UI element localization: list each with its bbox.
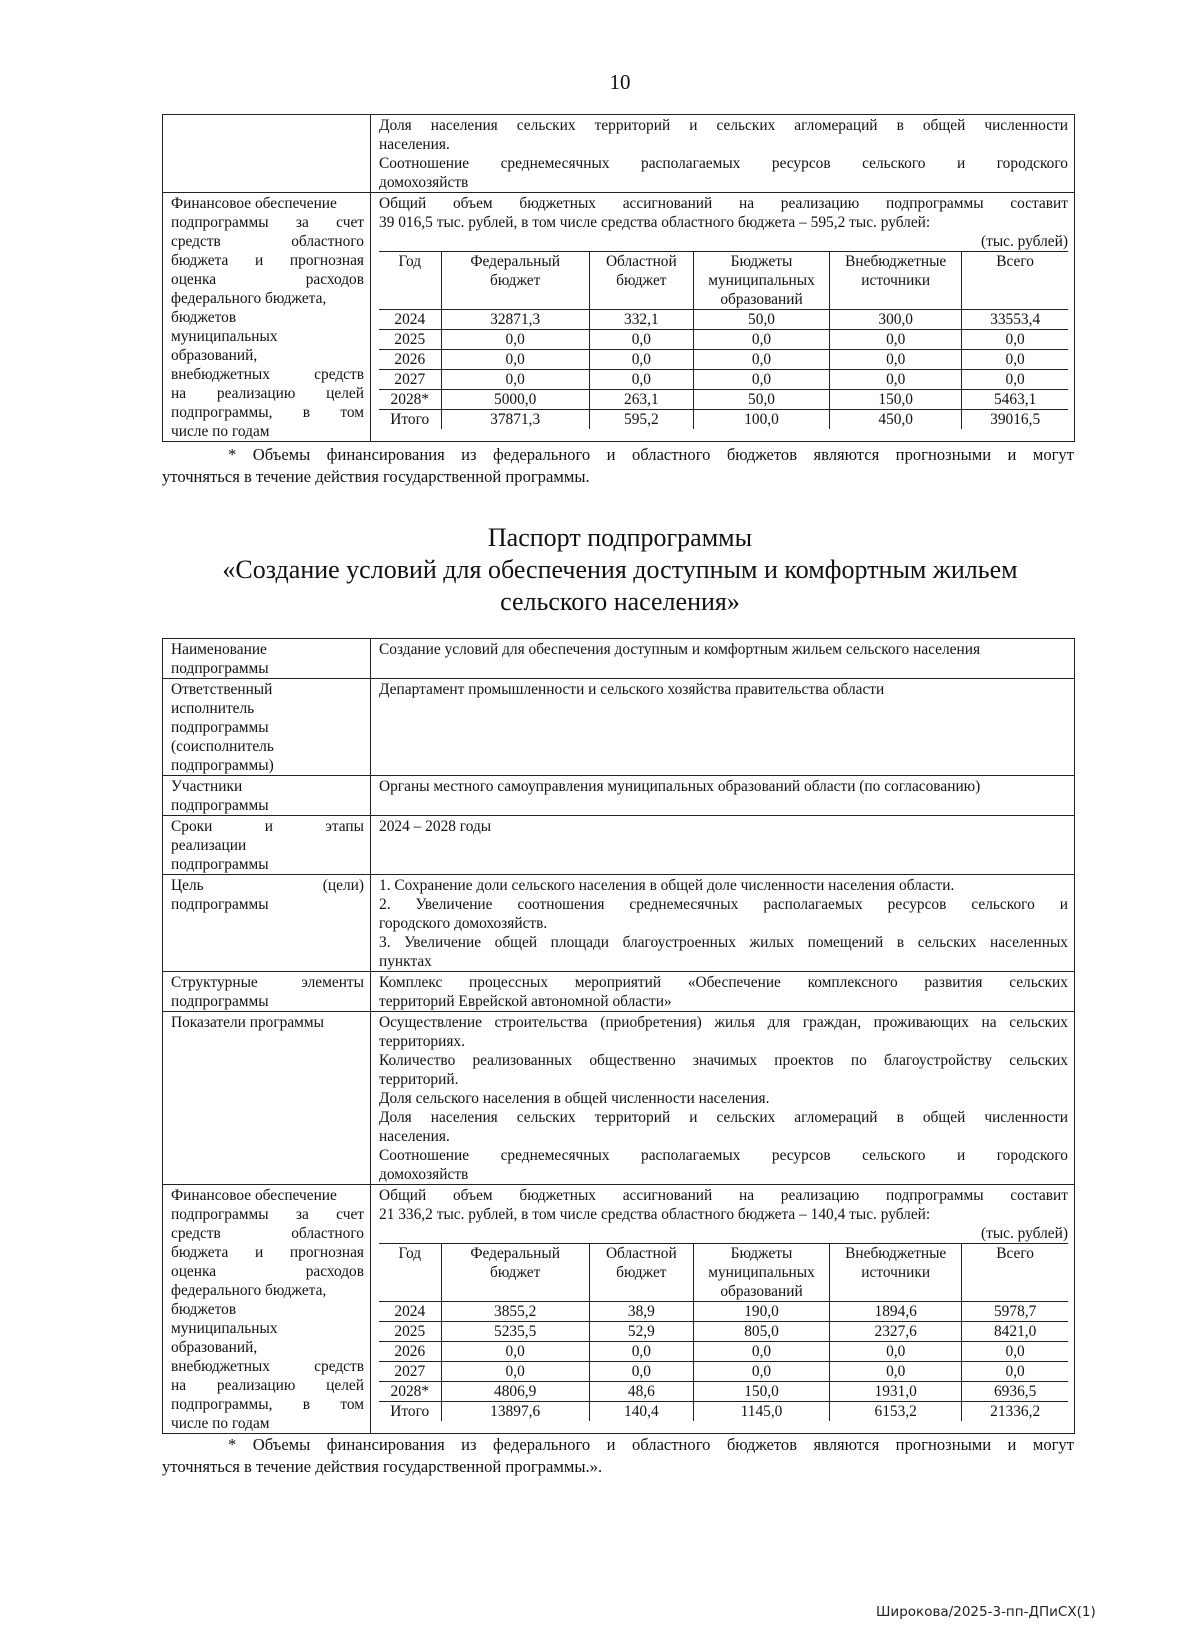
text-line: Финансовое обеспечение — [171, 1187, 337, 1204]
finance-cell: 5235,5 — [441, 1322, 589, 1342]
finance-header-cell: Всего — [962, 1244, 1068, 1302]
title-line: «Создание условий для обеспечения доступным и комфортным жильем — [222, 555, 1018, 584]
finance-row — [379, 1382, 1068, 1402]
finance-header-cell: Бюджеты муниципальных образований — [693, 1244, 829, 1302]
finance-cell: 150,0 — [693, 1382, 829, 1402]
text-line: подпрограммы — [171, 797, 269, 814]
finance-table — [379, 1243, 1068, 1421]
finance-cell: 0,0 — [693, 350, 829, 370]
finance-cell: 5978,7 — [962, 1302, 1068, 1322]
finance-header-cell: Внебюджетные источники — [830, 1244, 962, 1302]
text-line: подпрограммы) — [171, 757, 274, 774]
footnote-line: * Объемы финансирования из федерального и областного бюджетов являются прогнозными и могут — [228, 445, 1074, 464]
finance-cell: 0,0 — [589, 370, 693, 390]
finance-cell: 1145,0 — [693, 1402, 829, 1422]
text-line: пунктах — [379, 953, 432, 970]
finance-cell: 0,0 — [441, 370, 589, 390]
finance-cell: 0,0 — [830, 350, 962, 370]
finance-cell: 32871,3 — [441, 310, 589, 330]
text-line: 3. Увеличение общей площади благоустроенных жилых помещений в сельских населенных — [379, 934, 1068, 951]
finance-cell: 33553,4 — [962, 310, 1068, 330]
text-line: домохозяйств — [379, 174, 469, 191]
participants-label-cell — [163, 776, 371, 816]
text-line: на реализацию целей — [171, 1377, 364, 1394]
text-line: федерального бюджета, — [171, 290, 327, 307]
empty-label-cell — [163, 115, 371, 193]
finance-value-cell — [371, 193, 1075, 442]
text-line: числе по годам — [171, 1415, 270, 1432]
text-line: Доля сельского населения в общей численности населения. — [379, 1090, 770, 1107]
passport-table — [162, 638, 1075, 1434]
finance-cell: 6153,2 — [830, 1402, 962, 1422]
text-line: Участники — [171, 778, 243, 795]
unit-label: (тыс. рублей) — [980, 1225, 1068, 1242]
finance-cell: 2327,6 — [830, 1322, 962, 1342]
finance-cell: 332,1 — [589, 310, 693, 330]
finance-cell: 50,0 — [693, 310, 829, 330]
text-line: Сроки и этапы — [171, 818, 364, 835]
text-line: оценка расходов — [171, 271, 364, 288]
finance-header-row — [379, 252, 1068, 310]
finance-cell: 263,1 — [589, 390, 693, 410]
finance-header-cell: Областной бюджет — [589, 1244, 693, 1302]
text-line: на реализацию целей — [171, 385, 364, 402]
text-line: внебюджетных средств — [171, 366, 364, 383]
text-line: Количество реализованных общественно значимых проектов по благоустройству сельских — [379, 1052, 1068, 1069]
page-number: 10 — [609, 70, 631, 94]
finance-cell: 0,0 — [693, 330, 829, 350]
finance-cell: 0,0 — [693, 1362, 829, 1382]
finance-cell: 0,0 — [693, 370, 829, 390]
text-line: подпрограммы — [171, 896, 269, 913]
finance-cell: 595,2 — [589, 410, 693, 430]
finance-cell: 2027 — [379, 1362, 441, 1382]
text-line: Структурные элементы — [171, 974, 364, 991]
text-line: Соотношение среднемесячных располагаемых ресурсов сельского и городского — [379, 155, 1068, 172]
text-line: бюджета и прогнозная — [171, 1244, 364, 1261]
footnote-line: * Объемы финансирования из федерального и областного бюджетов являются прогнозными и могут — [228, 1435, 1074, 1454]
text-line: федерального бюджета, — [171, 1282, 327, 1299]
finance-cell: 0,0 — [589, 350, 693, 370]
finance-cell: 39016,5 — [962, 410, 1068, 430]
text-line: подпрограммы за счет — [171, 1206, 364, 1223]
section-title — [160, 522, 1080, 618]
text-line: подпрограммы — [171, 856, 269, 873]
finance-header-cell: Внебюджетные источники — [830, 252, 962, 310]
finance-cell: 48,6 — [589, 1382, 693, 1402]
document-footer: Широкова/2025-3-пп-ДПиСХ(1) — [876, 1604, 1096, 1620]
finance-cell: 300,0 — [830, 310, 962, 330]
text-line: Общий объем бюджетных ассигнований на реализацию подпрограммы составит — [379, 1187, 1068, 1204]
text-line: подпрограммы за счет — [171, 214, 364, 231]
finance-cell: 0,0 — [441, 330, 589, 350]
finance-cell: 2024 — [379, 1302, 441, 1322]
terms-label-cell — [163, 816, 371, 875]
finance-cell: 0,0 — [962, 1342, 1068, 1362]
text-line: бюджетов — [171, 309, 237, 326]
finance-cell: 38,9 — [589, 1302, 693, 1322]
finance-cell: 0,0 — [830, 1342, 962, 1362]
finance-header-cell: Всего — [962, 252, 1068, 310]
participants-value-cell: Органы местного самоуправления муниципальных образований области (по согласованию) — [371, 776, 1075, 816]
text-line: бюджета и прогнозная — [171, 252, 364, 269]
finance-cell: 0,0 — [830, 1362, 962, 1382]
finance-cell: 8421,0 — [962, 1322, 1068, 1342]
text-line: Общий объем бюджетных ассигнований на реализацию подпрограммы составит — [379, 195, 1068, 212]
text-line: Ответственный — [171, 681, 273, 698]
text-line: 1. Сохранение доли сельского населения в общей доле численности населения области. — [379, 877, 955, 894]
finance-cell: 6936,5 — [962, 1382, 1068, 1402]
finance-cell: 2025 — [379, 330, 441, 350]
finance-header-cell: Бюджеты муниципальных образований — [693, 252, 829, 310]
finance-cell: 3855,2 — [441, 1302, 589, 1322]
top-passport-table — [162, 114, 1075, 442]
finance-header-cell: Год — [379, 252, 441, 310]
finance-cell: 1894,6 — [830, 1302, 962, 1322]
text-line: территориях. — [379, 1033, 465, 1050]
finance-row — [379, 1362, 1068, 1382]
finance-value-cell — [371, 1185, 1075, 1434]
text-line: домохозяйств — [379, 1166, 469, 1183]
text-line: Доля населения сельских территорий и сельских агломераций в общей численности — [379, 1109, 1068, 1126]
finance-cell: 0,0 — [962, 330, 1068, 350]
finance-row — [379, 390, 1068, 410]
finance-cell: 2025 — [379, 1322, 441, 1342]
finance-header-cell: Год — [379, 1244, 441, 1302]
finance-row — [379, 330, 1068, 350]
text-line: исполнитель — [171, 700, 255, 717]
struct-value-cell — [371, 972, 1075, 1012]
finance-cell: 37871,3 — [441, 410, 589, 430]
finance-cell: 0,0 — [962, 1362, 1068, 1382]
text-line: Осуществление строительства (приобретения) жилья для граждан, проживающих на сельских — [379, 1014, 1068, 1031]
finance-row — [379, 1402, 1068, 1422]
text-line: средств областного — [171, 233, 364, 250]
finance-label-cell — [163, 1185, 371, 1434]
terms-value-cell: 2024 – 2028 годы — [371, 816, 1075, 875]
finance-cell: 0,0 — [693, 1342, 829, 1362]
footnote-line: уточняться в течение действия государственной программы.». — [162, 1457, 603, 1476]
footnote-line: уточняться в течение действия государственной программы. — [162, 467, 590, 486]
finance-cell: 0,0 — [441, 350, 589, 370]
indicators-label-cell: Показатели программы — [163, 1012, 371, 1185]
finance-label-cell — [163, 193, 371, 442]
text-line: числе по годам — [171, 423, 270, 440]
title-line: Паспорт подпрограммы — [487, 523, 753, 552]
finance-row — [379, 350, 1068, 370]
name-value-cell: Создание условий для обеспечения доступным и комфортным жильем сельского населения — [371, 639, 1075, 679]
text-line: внебюджетных средств — [171, 1358, 364, 1375]
footnote — [162, 444, 1074, 488]
finance-cell: 5000,0 — [441, 390, 589, 410]
finance-cell: 100,0 — [693, 410, 829, 430]
finance-row — [379, 1322, 1068, 1342]
text-line: подпрограммы — [171, 993, 269, 1010]
struct-label-cell — [163, 972, 371, 1012]
text-line: территорий. — [379, 1071, 459, 1088]
text-line: Наименование — [171, 641, 267, 658]
text-line: муниципальных — [171, 328, 278, 345]
finance-cell: 805,0 — [693, 1322, 829, 1342]
text-line: населения. — [379, 136, 450, 153]
text-line: 2. Увеличение соотношения среднемесячных располагаемых ресурсов сельского и — [379, 896, 1068, 913]
name-label-cell — [163, 639, 371, 679]
text-line: Доля населения сельских территорий и сельских агломераций в общей численности — [379, 117, 1068, 134]
finance-cell: 21336,2 — [962, 1402, 1068, 1422]
finance-cell: 2028* — [379, 1382, 441, 1402]
text-line: подпрограммы, в том — [171, 404, 364, 421]
finance-cell: Итого — [379, 410, 441, 430]
text-line: (соисполнитель — [171, 738, 274, 755]
finance-row — [379, 310, 1068, 330]
finance-cell: 140,4 — [589, 1402, 693, 1422]
unit-label: (тыс. рублей) — [980, 233, 1068, 250]
text-line: территорий Еврейской автономной области» — [379, 993, 672, 1010]
text-line: 21 336,2 тыс. рублей, в том числе средства областного бюджета – 140,4 тыс. рублей: — [379, 1206, 931, 1223]
goal-label-cell — [163, 875, 371, 972]
finance-header-cell: Федеральный бюджет — [441, 1244, 589, 1302]
finance-cell: 2024 — [379, 310, 441, 330]
finance-cell: 2026 — [379, 350, 441, 370]
text-line: реализации — [171, 837, 247, 854]
text-line: Финансовое обеспечение — [171, 195, 337, 212]
finance-cell: 4806,9 — [441, 1382, 589, 1402]
title-line: сельского населения» — [500, 587, 740, 616]
finance-cell: 0,0 — [589, 1362, 693, 1382]
finance-cell: 2028* — [379, 390, 441, 410]
finance-cell: 0,0 — [830, 330, 962, 350]
finance-cell: 0,0 — [589, 330, 693, 350]
text-line: 39 016,5 тыс. рублей, в том числе средства областного бюджета – 595,2 тыс. рублей: — [379, 214, 931, 231]
finance-cell: 190,0 — [693, 1302, 829, 1322]
finance-cell: 1931,0 — [830, 1382, 962, 1402]
finance-cell: 0,0 — [441, 1362, 589, 1382]
resp-label-cell — [163, 679, 371, 776]
finance-table — [379, 251, 1068, 429]
finance-cell: 150,0 — [830, 390, 962, 410]
finance-cell: Итого — [379, 1402, 441, 1422]
text-line: образований, — [171, 1339, 258, 1356]
text-line: городского домохозяйств. — [379, 915, 548, 932]
finance-cell: 0,0 — [962, 350, 1068, 370]
finance-cell: 5463,1 — [962, 390, 1068, 410]
footnote — [162, 1434, 1074, 1478]
text-line: бюджетов — [171, 1301, 237, 1318]
text-line: образований, — [171, 347, 258, 364]
text-line: Комплекс процессных мероприятий «Обеспечение комплексного развития сельских — [379, 974, 1068, 991]
finance-header-row — [379, 1244, 1068, 1302]
finance-cell: 52,9 — [589, 1322, 693, 1342]
goal-value-cell — [371, 875, 1075, 972]
text-line: Соотношение среднемесячных располагаемых ресурсов сельского и городского — [379, 1147, 1068, 1164]
text-line: подпрограммы — [171, 660, 269, 677]
finance-cell: 2027 — [379, 370, 441, 390]
indicators-value-cell — [371, 1012, 1075, 1185]
finance-cell: 0,0 — [589, 1342, 693, 1362]
finance-cell: 0,0 — [962, 370, 1068, 390]
text-line: муниципальных — [171, 1320, 278, 1337]
finance-header-cell: Областной бюджет — [589, 252, 693, 310]
finance-cell: 0,0 — [441, 1342, 589, 1362]
finance-row — [379, 1302, 1068, 1322]
text-line: средств областного — [171, 1225, 364, 1242]
finance-row — [379, 410, 1068, 430]
finance-cell: 13897,6 — [441, 1402, 589, 1422]
text-line: подпрограммы — [171, 719, 269, 736]
text-line: подпрограммы, в том — [171, 1396, 364, 1413]
text-line: Цель (цели) — [171, 877, 364, 894]
finance-header-cell: Федеральный бюджет — [441, 252, 589, 310]
top-indicators-cell — [371, 115, 1075, 193]
text-line: оценка расходов — [171, 1263, 364, 1280]
resp-value-cell: Департамент промышленности и сельского хозяйства правительства области — [371, 679, 1075, 776]
finance-cell: 0,0 — [830, 370, 962, 390]
finance-cell: 50,0 — [693, 390, 829, 410]
finance-cell: 450,0 — [830, 410, 962, 430]
finance-row — [379, 1342, 1068, 1362]
text-line: населения. — [379, 1128, 450, 1145]
finance-row — [379, 370, 1068, 390]
finance-cell: 2026 — [379, 1342, 441, 1362]
